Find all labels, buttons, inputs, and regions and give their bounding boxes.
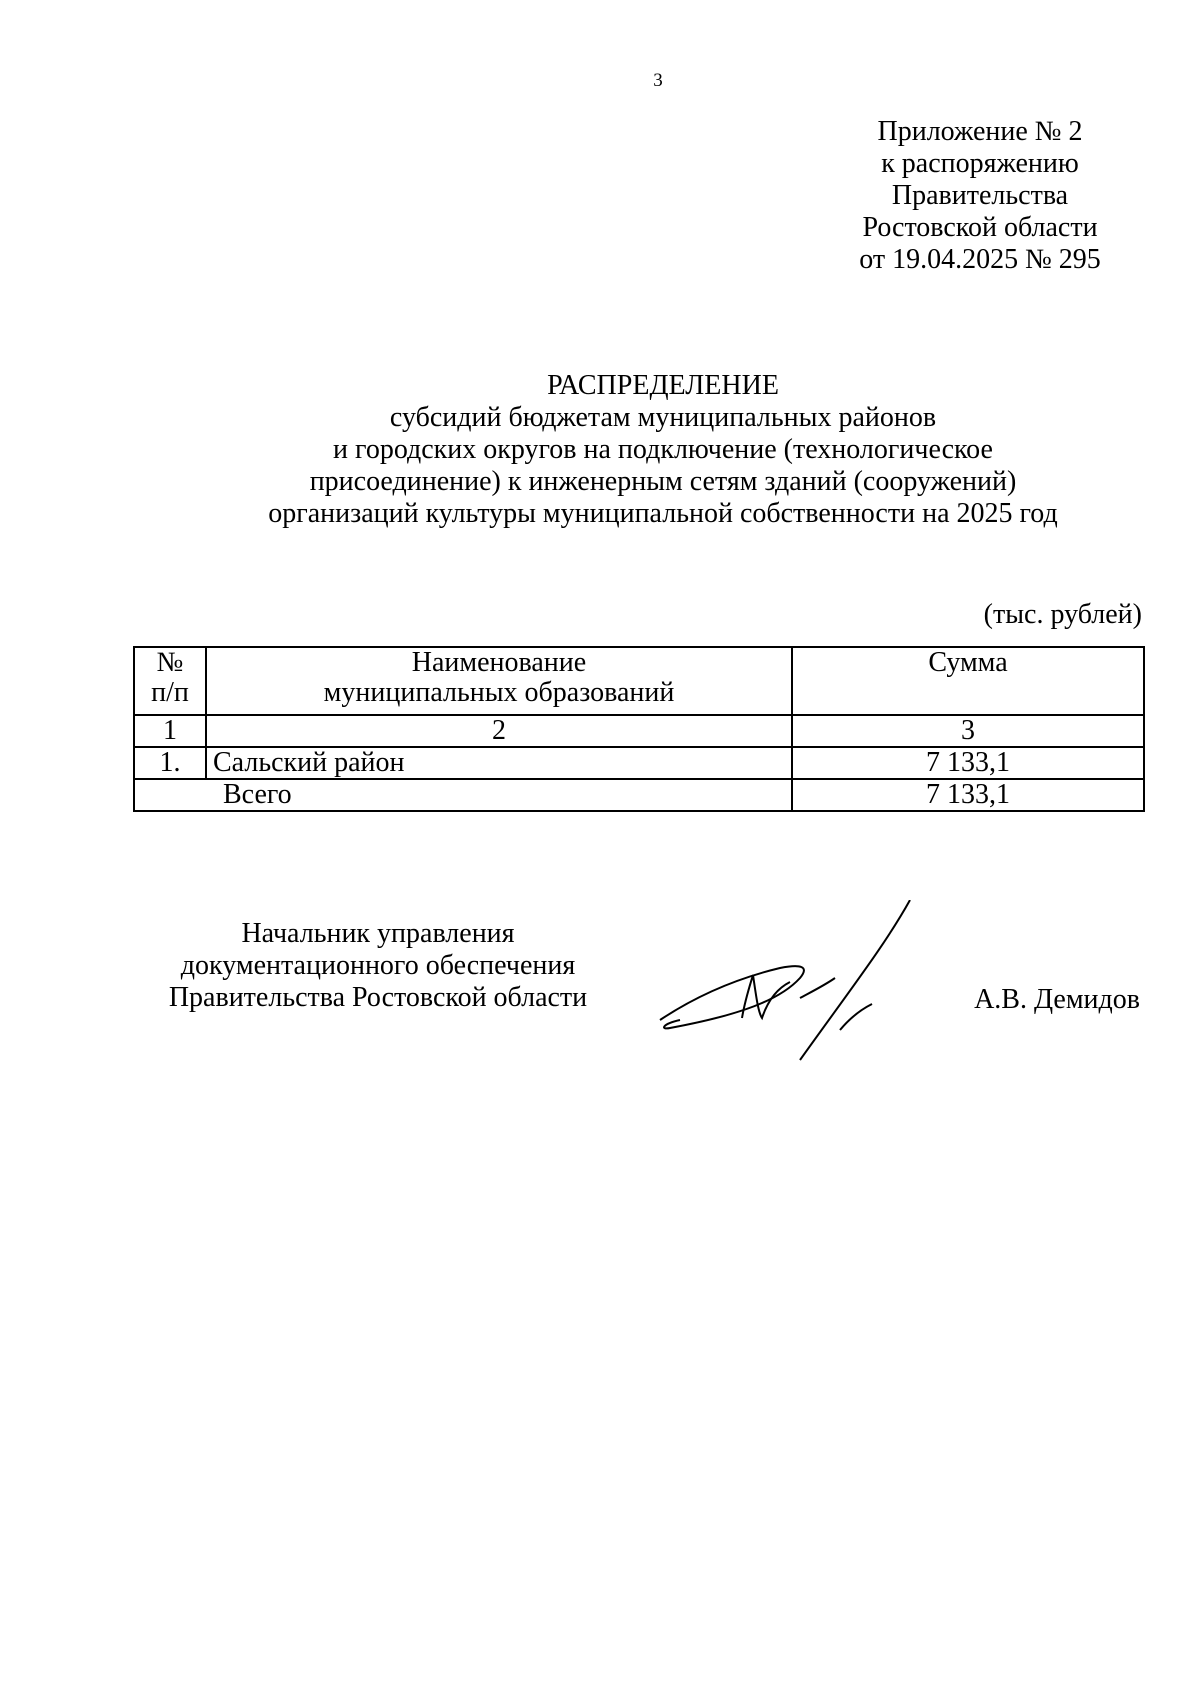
table-index-row [134,715,1144,747]
appendix-line: Приложение № 2 [877,116,1083,147]
header-name-cell [206,647,792,715]
row-sum-cell: 7 133,1 [792,747,1144,779]
signer-name: А.В. Демидов [974,984,1140,1015]
index-cell: 2 [206,715,792,747]
appendix-block [830,116,1130,276]
signatory-title-line: документационного обеспечения [180,950,576,981]
signatory-title [150,918,606,1014]
index-cell: 3 [792,715,1144,747]
appendix-line: от 19.04.2025 № 295 [859,244,1101,275]
table-row [134,747,1144,779]
document-title [200,370,1126,530]
header-num-symbol: № [156,647,184,678]
appendix-line: к распоряжению [881,148,1079,179]
header-sum-cell: Сумма [792,647,1144,715]
header-num-abbr: п/п [151,677,189,708]
signatory-title-line: Правительства Ростовской области [168,982,588,1013]
header-name-line2: муниципальных образований [323,677,675,708]
table-total-row [134,779,1144,811]
index-cell: 1 [134,715,206,747]
signatory-title-line: Начальник управления [241,918,515,949]
title-heading: РАСПРЕДЕЛЕНИЕ [547,370,779,401]
total-label-cell: Всего [134,779,792,811]
page-number: 3 [653,70,663,91]
table-header-row [134,647,1144,715]
appendix-line: Правительства [891,180,1069,211]
distribution-table [133,646,1145,812]
title-line: организаций культуры муниципальной собственности на 2025 год [268,498,1058,529]
title-line: и городских округов на подключение (технологическое [333,434,993,465]
title-line: присоединение) к инженерным сетям зданий (сооружений) [309,466,1017,497]
units-label: (тыс. рублей) [983,599,1142,630]
header-num-cell [134,647,206,715]
total-sum-cell: 7 133,1 [792,779,1144,811]
handwritten-signature [650,900,950,1070]
title-line: субсидий бюджетам муниципальных районов [389,402,937,433]
row-num-cell: 1. [134,747,206,779]
row-name-cell: Сальский район [206,747,792,779]
appendix-line: Ростовской области [862,212,1098,243]
header-name-line1: Наименование [411,647,587,678]
